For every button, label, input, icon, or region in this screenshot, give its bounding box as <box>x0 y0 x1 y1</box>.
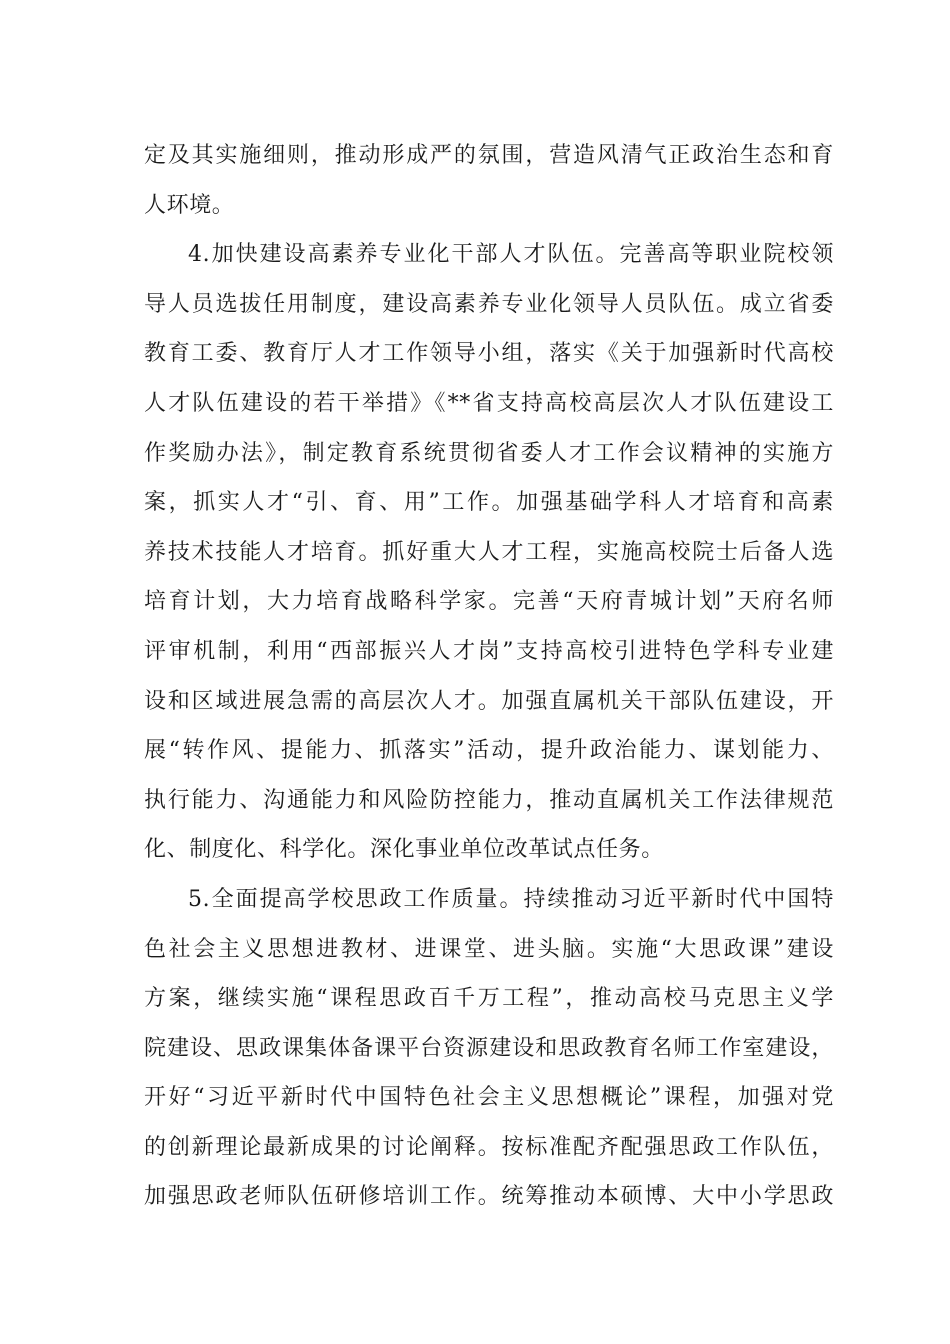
text-line: 人环境。 <box>144 192 235 218</box>
text-line: 方案，继续实施“课程思政百千万工程”，推动高校马克思主义学 <box>144 986 834 1012</box>
text-line: 化、制度化、科学化。深化事业单位改革试点任务。 <box>144 837 664 863</box>
text-line: 导人员选拔任用制度，建设高素养专业化领导人员队伍。成立省委 <box>144 291 834 317</box>
text-line: 执行能力、沟通能力和风险防控能力，推动直属机关工作法律规范 <box>144 787 834 813</box>
text-line: 养技术技能人才培育。抓好重大人才工程，实施高校院士后备人选 <box>144 539 834 565</box>
text-line: 加强思政老师队伍研修培训工作。统筹推动本硕博、大中小学思政 <box>144 1184 834 1210</box>
text-line: 设和区域进展急需的高层次人才。加强直属机关干部队伍建设，开 <box>144 688 834 714</box>
text-line: 作奖励办法》，制定教育系统贯彻省委人才工作会议精神的实施方 <box>144 440 834 466</box>
text-line: 评审机制，利用“西部振兴人才岗”支持高校引进特色学科专业建 <box>144 638 834 664</box>
paragraph-4-first-line: 4.加快建设高素养专业化干部人才队伍。完善高等职业院校领 <box>188 242 834 268</box>
document-body <box>144 131 834 1222</box>
text-line: 定及其实施细则，推动形成严的氛围，营造风清气正政治生态和育 <box>144 143 834 168</box>
text-line: 培育计划，大力培育战略科学家。完善“天府青城计划”天府名师 <box>144 589 834 615</box>
text-line: 院建设、思政课集体备课平台资源建设和思政教育名师工作室建设， <box>144 1035 834 1061</box>
text-line: 案，抓实人才“引、育、用”工作。加强基础学科人才培育和高素 <box>144 490 834 516</box>
text-line: 展“转作风、提能力、抓落实”活动，提升政治能力、谋划能力、 <box>144 738 834 764</box>
text-line: 人才队伍建设的若干举措》《**省支持高校高层次人才队伍建设工 <box>144 390 834 416</box>
text-line: 开好“习近平新时代中国特色社会主义思想概论”课程，加强对党 <box>144 1085 834 1111</box>
text-line: 色社会主义思想进教材、进课堂、进头脑。实施“大思政课”建设 <box>144 936 834 962</box>
text-line: 教育工委、教育厅人才工作领导小组，落实《关于加强新时代高校 <box>144 341 834 367</box>
paragraph-5-first-line: 5.全面提高学校思政工作质量。持续推动习近平新时代中国特 <box>188 886 834 912</box>
text-line: 的创新理论最新成果的讨论阐释。按标准配齐配强思政工作队伍， <box>144 1134 834 1160</box>
